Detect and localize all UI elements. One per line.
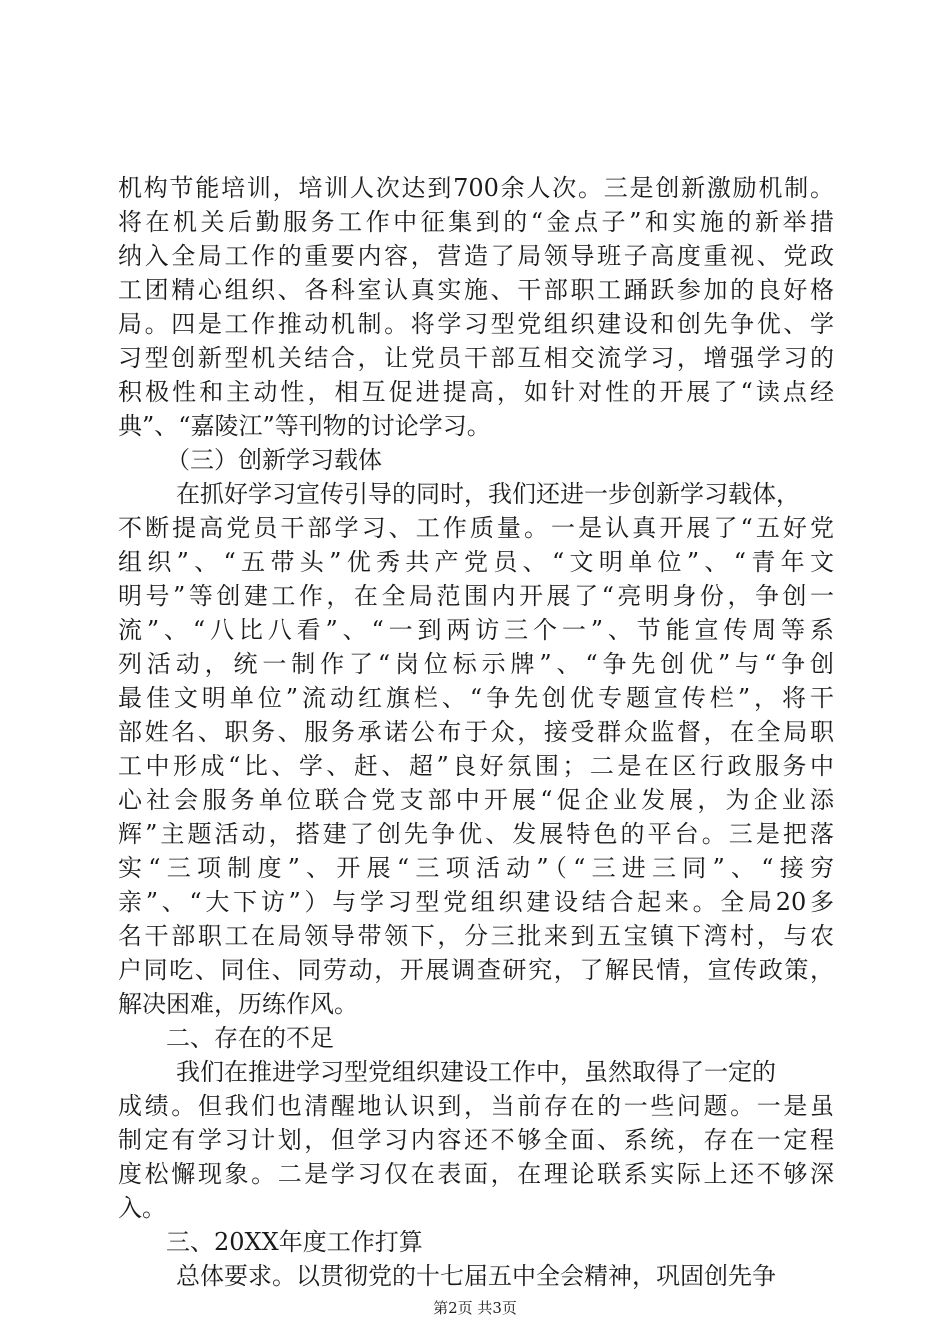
text-line: 部姓名、职务、服务承诺公布于众，接受群众监督，在全局职 xyxy=(118,718,834,746)
text-line: 将在机关后勤服务工作中征集到的“金点子”和实施的新举措 xyxy=(118,208,834,236)
text-line: 工团精心组织、各科室认真实施、干部职工踊跃参加的良好格 xyxy=(118,276,834,304)
text-line: 制定有学习计划，但学习内容还不够全面、系统，存在一定程 xyxy=(118,1126,834,1154)
text-line: 辉”主题活动，搭建了创先争优、发展特色的平台。三是把落 xyxy=(118,820,834,848)
text-line: 最佳文明单位”流动红旗栏、“争先创优专题宣传栏”，将干 xyxy=(118,684,834,712)
section-heading: 二、存在的不足 xyxy=(166,1024,334,1052)
text-line: 工中形成“比、学、赶、超”良好氛围；二是在区行政服务中 xyxy=(118,752,834,780)
text-line: 局。四是工作推动机制。将学习型党组织建设和创先争优、学 xyxy=(118,310,834,338)
text-line: 积极性和主动性，相互促进提高，如针对性的开展了“读点经 xyxy=(118,378,834,406)
text-line: 在抓好学习宣传引导的同时，我们还进一步创新学习载体， xyxy=(176,480,800,508)
section-heading: （三）创新学习载体 xyxy=(166,446,382,474)
text-line: 总体要求。以贯彻党的十七届五中全会精神，巩固创先争 xyxy=(176,1262,776,1290)
section-heading: 三、20XX年度工作打算 xyxy=(166,1228,423,1256)
text-line: 纳入全局工作的重要内容，营造了局领导班子高度重视、党政 xyxy=(118,242,834,270)
text-line: 成绩。但我们也清醒地认识到，当前存在的一些问题。一是虽 xyxy=(118,1092,834,1120)
text-line: 入。 xyxy=(118,1194,166,1222)
text-line: 流”、“八比八看”、“一到两访三个一”、节能宣传周等系 xyxy=(118,616,834,644)
text-line: 不断提高党员干部学习、工作质量。一是认真开展了“五好党 xyxy=(118,514,834,542)
text-line: 解决困难，历练作风。 xyxy=(118,990,358,1018)
document-body xyxy=(118,171,834,1293)
text-line: 名干部职工在局领导带领下，分三批来到五宝镇下湾村，与农 xyxy=(118,922,834,950)
text-line: 实“三项制度”、开展“三项活动”（“三进三同”、“接穷 xyxy=(118,854,834,882)
text-line: 组织”、“五带头”优秀共产党员、“文明单位”、“青年文 xyxy=(118,548,834,576)
text-line: 机构节能培训，培训人次达到700余人次。三是创新激励机制。 xyxy=(118,174,834,202)
text-line: 列活动，统一制作了“岗位标示牌”、“争先创优”与“争创 xyxy=(118,650,834,678)
text-line: 我们在推进学习型党组织建设工作中，虽然取得了一定的 xyxy=(176,1058,776,1086)
text-line: 度松懈现象。二是学习仅在表面，在理论联系实际上还不够深 xyxy=(118,1160,834,1188)
text-line: 心社会服务单位联合党支部中开展“促企业发展，为企业添 xyxy=(118,786,834,814)
text-line: 户同吃、同住、同劳动，开展调查研究，了解民情，宣传政策， xyxy=(118,956,834,984)
text-line: 典”、“嘉陵江”等刊物的讨论学习。 xyxy=(118,412,491,440)
text-line: 亲”、“大下访”）与学习型党组织建设结合起来。全局20多 xyxy=(118,888,834,916)
text-line: 习型创新型机关结合，让党员干部互相交流学习，增强学习的 xyxy=(118,344,834,372)
text-line: 明号”等创建工作，在全局范围内开展了“亮明身份，争创一 xyxy=(118,582,834,610)
page-footer: 第2页 共3页 xyxy=(433,1299,517,1317)
